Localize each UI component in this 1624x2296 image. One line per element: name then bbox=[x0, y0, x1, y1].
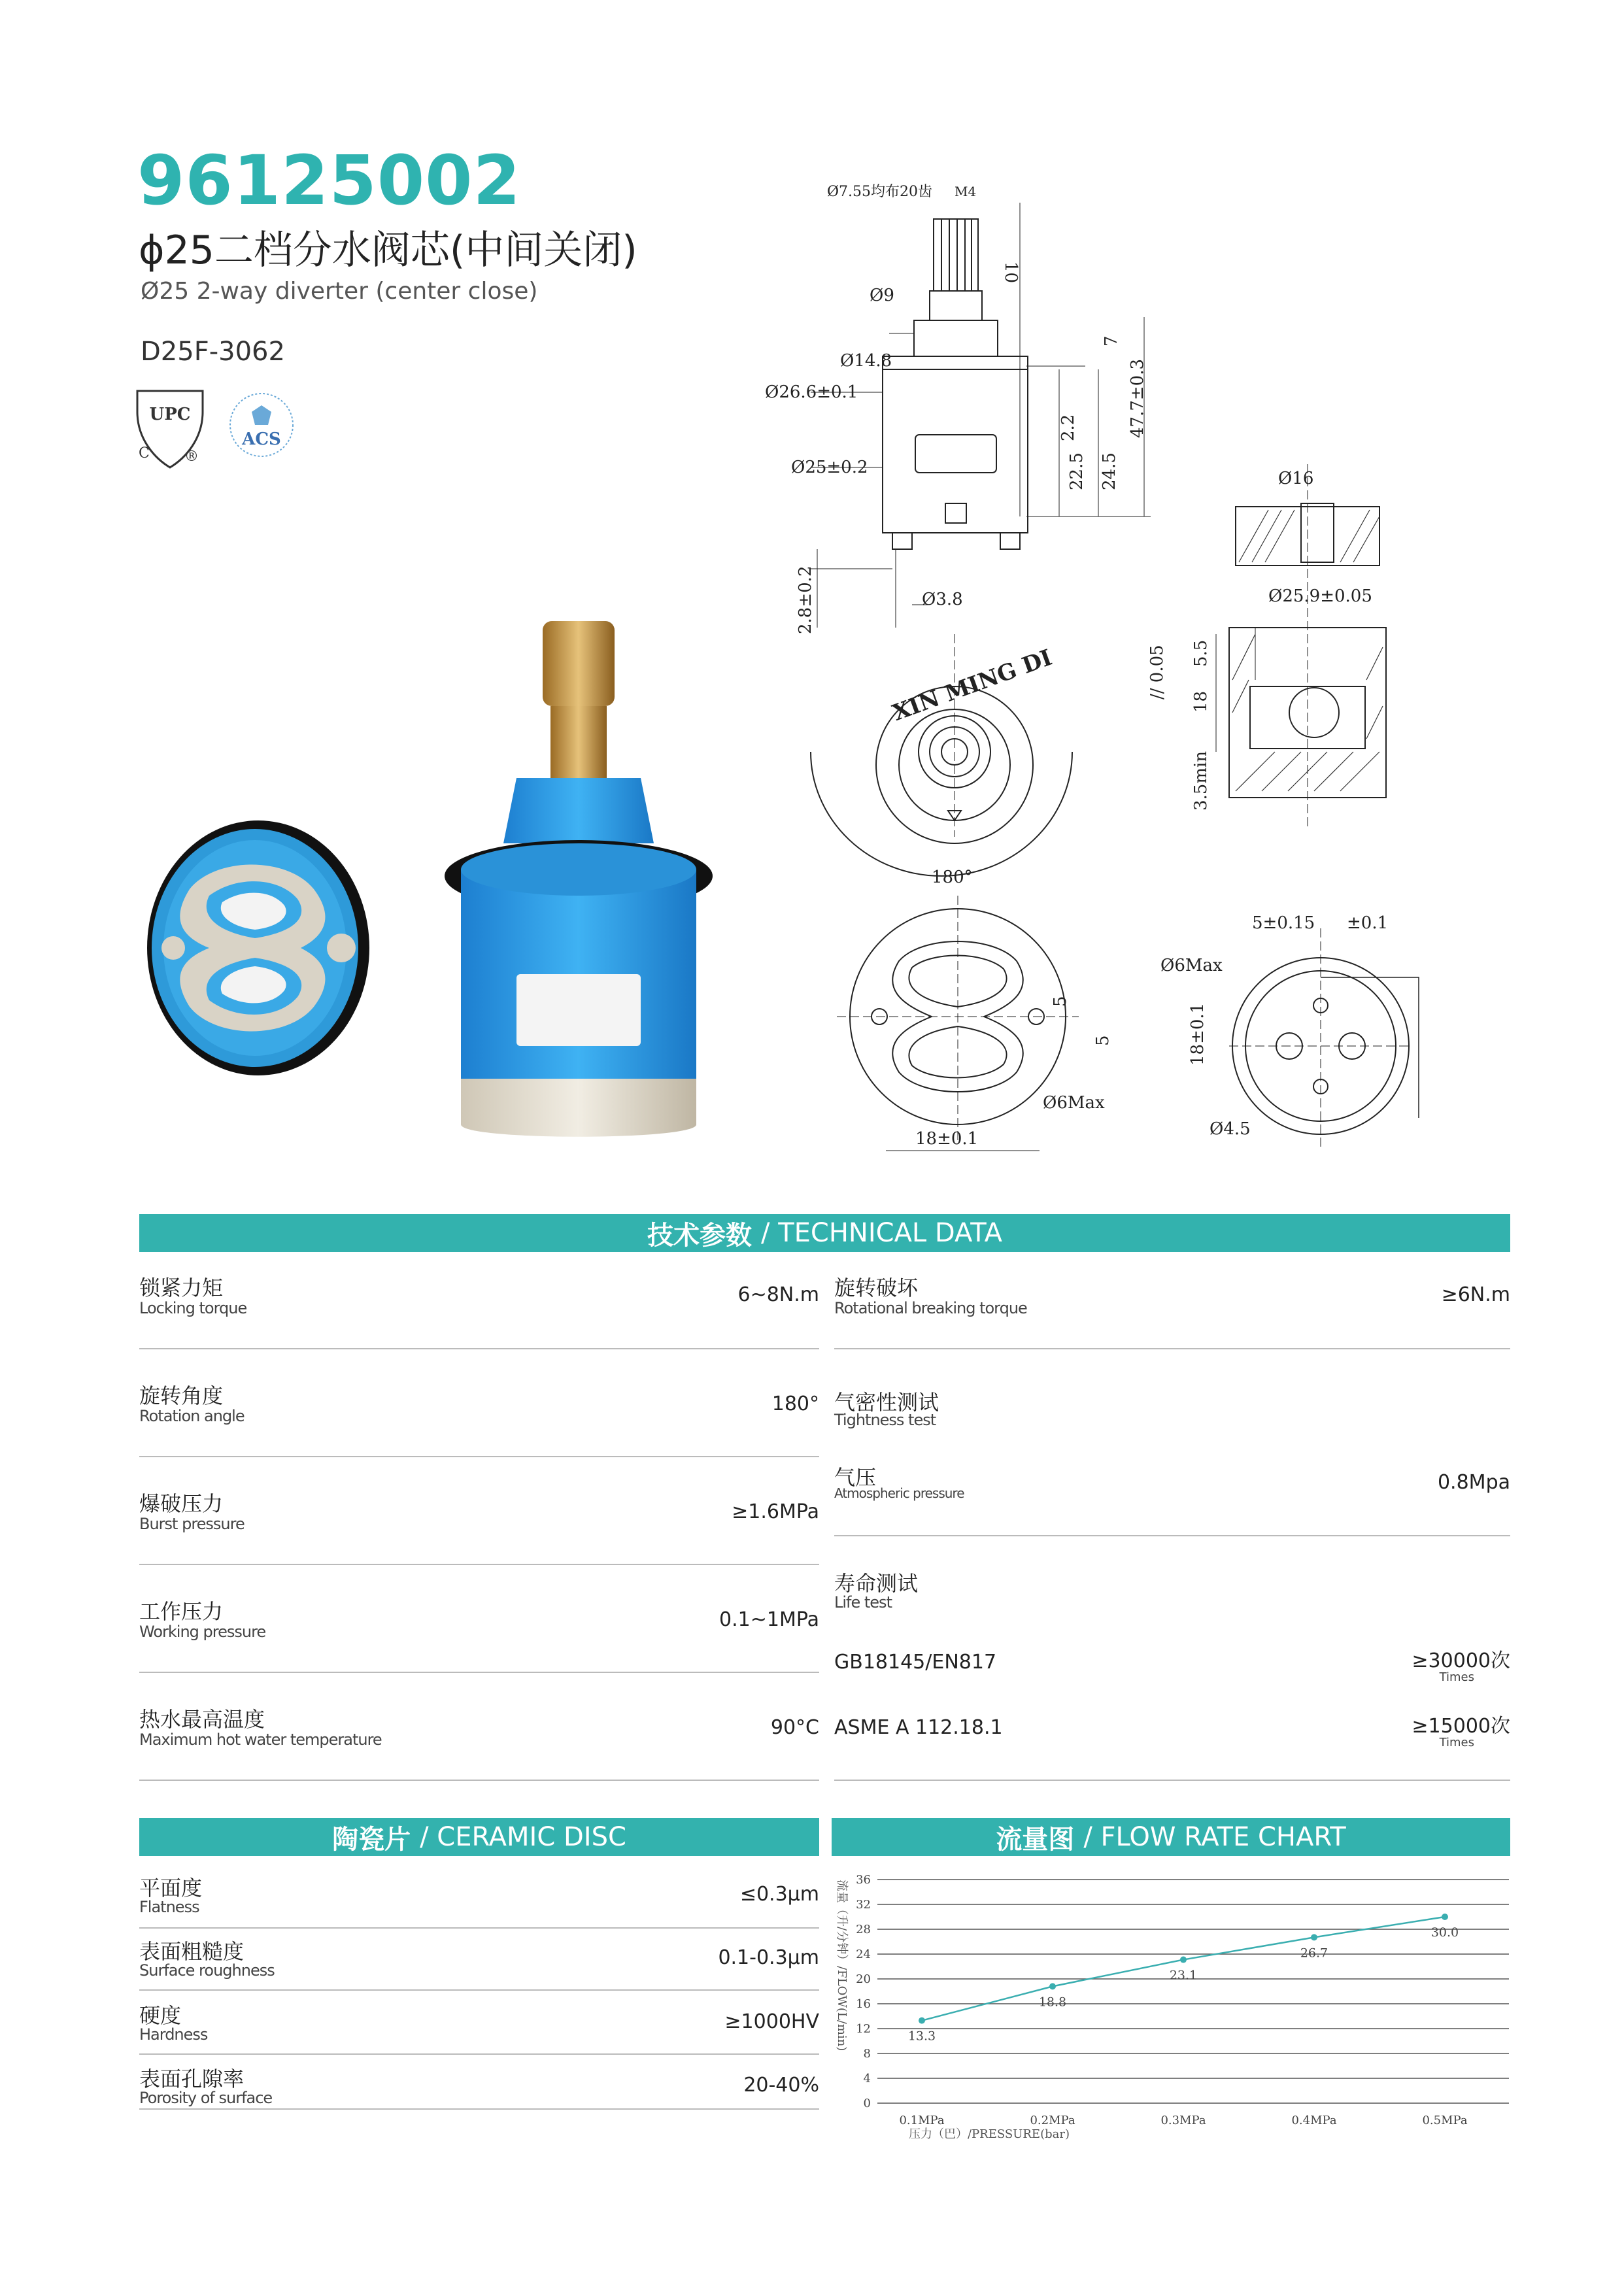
ceramic-value: 20-40% bbox=[743, 2074, 819, 2097]
product-title-en: Ø25 2-way diverter (center close) bbox=[141, 278, 538, 305]
flow-y-tick: 16 bbox=[856, 1997, 871, 2011]
spec-value: 0.1~1MPa bbox=[719, 1608, 819, 1631]
flow-y-tick: 36 bbox=[856, 1873, 871, 1887]
ceramic-row-surface-roughness bbox=[139, 1932, 819, 1991]
flow-data-label: 26.7 bbox=[1300, 1946, 1328, 1961]
spec-row-burst-pressure bbox=[139, 1481, 819, 1565]
product-photo bbox=[137, 608, 739, 1151]
spec-label-en: Locking torque bbox=[139, 1299, 247, 1317]
atmospheric-label-zh: 气压 bbox=[834, 1465, 877, 1490]
life-standard-gb: GB18145/EN817 bbox=[834, 1651, 997, 1674]
ceramic-row-flatness bbox=[139, 1868, 819, 1929]
dim-d9: Ø9 bbox=[870, 286, 894, 305]
dim-s01: ±0.1 bbox=[1347, 913, 1389, 933]
acs-logo bbox=[226, 386, 304, 464]
dim-h47-7: 47.7±0.3 bbox=[1128, 358, 1147, 438]
product-code: 96125002 bbox=[137, 141, 521, 220]
dim-h22-5: 22.5 bbox=[1067, 452, 1087, 490]
spec-row-tightness-test bbox=[834, 1373, 1510, 1536]
ceramic-disc-banner bbox=[139, 1818, 819, 1856]
spec-label-zh: 锁紧力矩 bbox=[139, 1275, 224, 1300]
flow-x-tick: 0.4MPa bbox=[1291, 2114, 1337, 2127]
ceramic-label-zh: 表面粗糙度 bbox=[139, 1939, 245, 1964]
acs-text: ACS bbox=[242, 430, 281, 449]
spec-row-rotation-angle bbox=[139, 1373, 819, 1457]
dim-h24-5: 24.5 bbox=[1100, 452, 1119, 490]
spec-row-max-hot-water-temp bbox=[139, 1697, 819, 1781]
technical-data-banner bbox=[139, 1214, 1510, 1252]
flow-data-point bbox=[1311, 1934, 1317, 1940]
ceramic-row-hardness bbox=[139, 1996, 819, 2055]
ceramic-value: 0.1-0.3μm bbox=[718, 1946, 819, 1969]
dim-b18: 18±0.1 bbox=[915, 1129, 979, 1149]
flow-data-label: 23.1 bbox=[1169, 1968, 1198, 1983]
spec-value: 90°C bbox=[770, 1716, 819, 1739]
flow-data-label: 18.8 bbox=[1038, 1995, 1067, 2010]
spec-label-en: Working pressure bbox=[139, 1623, 266, 1641]
spec-label-zh: 旋转角度 bbox=[139, 1383, 224, 1408]
spec-label-zh: 寿命测试 bbox=[834, 1571, 919, 1596]
life-value-gb: ≥30000次 bbox=[1412, 1649, 1510, 1672]
brand-mark: XIN MING DI bbox=[889, 644, 1056, 726]
dim-b5-1: 5 bbox=[1051, 996, 1070, 1007]
technical-drawing bbox=[758, 177, 1425, 1170]
upc-logo bbox=[131, 386, 209, 471]
ceramic-label-en: Flatness bbox=[139, 1898, 199, 1916]
dim-d25: Ø25±0.2 bbox=[791, 458, 868, 477]
flow-data-label: 30.0 bbox=[1430, 1925, 1459, 1940]
flow-y-tick: 20 bbox=[856, 1972, 871, 1986]
ceramic-label-zh: 平面度 bbox=[139, 1876, 203, 1900]
dim-h18: 18 bbox=[1191, 690, 1211, 713]
spec-label-en: Rotational breaking torque bbox=[834, 1299, 1027, 1317]
spec-label-zh: 气密性测试 bbox=[834, 1390, 939, 1415]
flow-y-tick: 4 bbox=[863, 2072, 871, 2085]
dim-h3-5: 3.5min bbox=[1191, 751, 1211, 811]
flow-y-tick: 12 bbox=[856, 2022, 871, 2036]
life-standard-asme: ASME A 112.18.1 bbox=[834, 1716, 1003, 1739]
spec-label-en: Tightness test bbox=[834, 1411, 936, 1429]
spec-value: 6~8N.m bbox=[737, 1283, 819, 1306]
flow-heading-zh: 流量图 bbox=[996, 1824, 1075, 1855]
dim-s6max: Ø6Max bbox=[1160, 956, 1223, 975]
flow-y-tick: 24 bbox=[856, 1948, 871, 1961]
ceramic-row-porosity bbox=[139, 2059, 819, 2110]
dim-d16: Ø16 bbox=[1278, 469, 1314, 488]
flow-data-point bbox=[1180, 1957, 1187, 1963]
dim-s18: 18±0.1 bbox=[1188, 1002, 1208, 1066]
flow-x-tick: 0.3MPa bbox=[1160, 2114, 1206, 2127]
flow-y-axis-label: 流量（升/分钟）/FLOW(L/min) bbox=[835, 1880, 849, 2051]
flow-chart-banner bbox=[832, 1818, 1510, 1856]
flow-data-point bbox=[919, 2017, 925, 2024]
life-unit-gb: Times bbox=[1439, 1670, 1474, 1684]
dim-b6max: Ø6Max bbox=[1043, 1093, 1105, 1113]
spec-value: 180° bbox=[771, 1393, 819, 1415]
spec-label-zh: 工作压力 bbox=[139, 1599, 224, 1624]
ceramic-label-en: Porosity of surface bbox=[139, 2089, 273, 2107]
flow-x-tick: 0.5MPa bbox=[1422, 2114, 1468, 2127]
flow-heading-en: / FLOW RATE CHART bbox=[1083, 1822, 1346, 1852]
dim-b5-2: 5 bbox=[1093, 1035, 1113, 1046]
flow-data-point bbox=[1049, 1983, 1056, 1989]
spec-label-en: Rotation angle bbox=[139, 1407, 245, 1425]
ceramic-label-en: Hardness bbox=[139, 2025, 208, 2044]
dim-h2-8: 2.8±0.2 bbox=[796, 566, 815, 634]
flow-x-tick: 0.2MPa bbox=[1030, 2114, 1075, 2127]
life-unit-asme: Times bbox=[1439, 1736, 1474, 1749]
ceramic-heading-zh: 陶瓷片 bbox=[332, 1824, 411, 1855]
dim-h7: 7 bbox=[1102, 335, 1121, 346]
dim-h5-5: 5.5 bbox=[1191, 639, 1211, 667]
upc-c-text: C bbox=[139, 445, 150, 462]
spec-value: ≥6N.m bbox=[1441, 1283, 1510, 1306]
dim-h10: 10 bbox=[1001, 262, 1021, 284]
flow-data-point bbox=[1442, 1914, 1448, 1920]
flow-x-axis-label: 压力（巴）/PRESSURE(bar) bbox=[909, 2127, 1070, 2141]
ceramic-label-en: Surface roughness bbox=[139, 1961, 275, 1980]
flow-x-tick: 0.1MPa bbox=[899, 2114, 945, 2127]
spec-row-life-test bbox=[834, 1559, 1510, 1781]
dim-d25-9: Ø25.9±0.05 bbox=[1268, 586, 1372, 606]
dim-spline: Ø7.55均布20齿 bbox=[827, 184, 933, 200]
ceramic-label-zh: 硬度 bbox=[139, 2003, 182, 2028]
ceramic-value: ≥1000HV bbox=[724, 2010, 819, 2033]
flow-y-tick: 8 bbox=[863, 2047, 871, 2061]
dim-s4-5: Ø4.5 bbox=[1210, 1119, 1251, 1139]
ceramic-label-zh: 表面孔隙率 bbox=[139, 2067, 245, 2091]
upc-text: UPC bbox=[149, 405, 191, 424]
spec-label-en: Burst pressure bbox=[139, 1515, 245, 1533]
technical-heading-en: / TECHNICAL DATA bbox=[761, 1218, 1002, 1248]
product-title-zh: ϕ25二档分水阀芯(中间关闭) bbox=[139, 228, 637, 273]
atmospheric-label-en: Atmospheric pressure bbox=[834, 1485, 964, 1501]
technical-heading-zh: 技术参数 bbox=[647, 1220, 753, 1251]
dim-m4: M4 bbox=[955, 184, 977, 199]
dim-s5: 5±0.15 bbox=[1252, 913, 1315, 933]
flow-y-tick: 32 bbox=[856, 1898, 871, 1912]
dim-d14-8: Ø14.8 bbox=[840, 351, 892, 371]
ceramic-heading-en: / CERAMIC DISC bbox=[420, 1822, 626, 1852]
dim-d26-6: Ø26.6±0.1 bbox=[765, 382, 858, 402]
spec-label-en: Maximum hot water temperature bbox=[139, 1730, 382, 1749]
life-value-asme: ≥15000次 bbox=[1412, 1715, 1510, 1738]
dim-d3-8: Ø3.8 bbox=[922, 590, 963, 609]
dim-h2-2: 2.2 bbox=[1058, 414, 1078, 441]
spec-row-locking-torque bbox=[139, 1265, 819, 1349]
model-number: D25F-3062 bbox=[141, 337, 285, 367]
upc-r-text: ® bbox=[184, 448, 199, 465]
angle-label: 180° bbox=[932, 868, 973, 887]
spec-value: ≥1.6MPa bbox=[732, 1500, 819, 1523]
flow-y-tick: 28 bbox=[856, 1923, 871, 1936]
flow-rate-chart bbox=[824, 1866, 1517, 2148]
spec-label-zh: 爆破压力 bbox=[139, 1491, 224, 1516]
flow-y-tick: 0 bbox=[863, 2097, 871, 2110]
spec-label-zh: 旋转破坏 bbox=[834, 1275, 919, 1300]
spec-row-rotational-breaking-torque bbox=[834, 1265, 1510, 1349]
spec-label-zh: 热水最高温度 bbox=[139, 1707, 265, 1732]
ceramic-value: ≤0.3μm bbox=[739, 1883, 819, 1906]
atmospheric-value: 0.8Mpa bbox=[1437, 1471, 1510, 1494]
spec-label-en: Life test bbox=[834, 1593, 892, 1612]
dim-flatness: // 0.05 bbox=[1147, 645, 1167, 700]
spec-row-working-pressure bbox=[139, 1589, 819, 1673]
flow-data-label: 13.3 bbox=[907, 2029, 936, 2044]
